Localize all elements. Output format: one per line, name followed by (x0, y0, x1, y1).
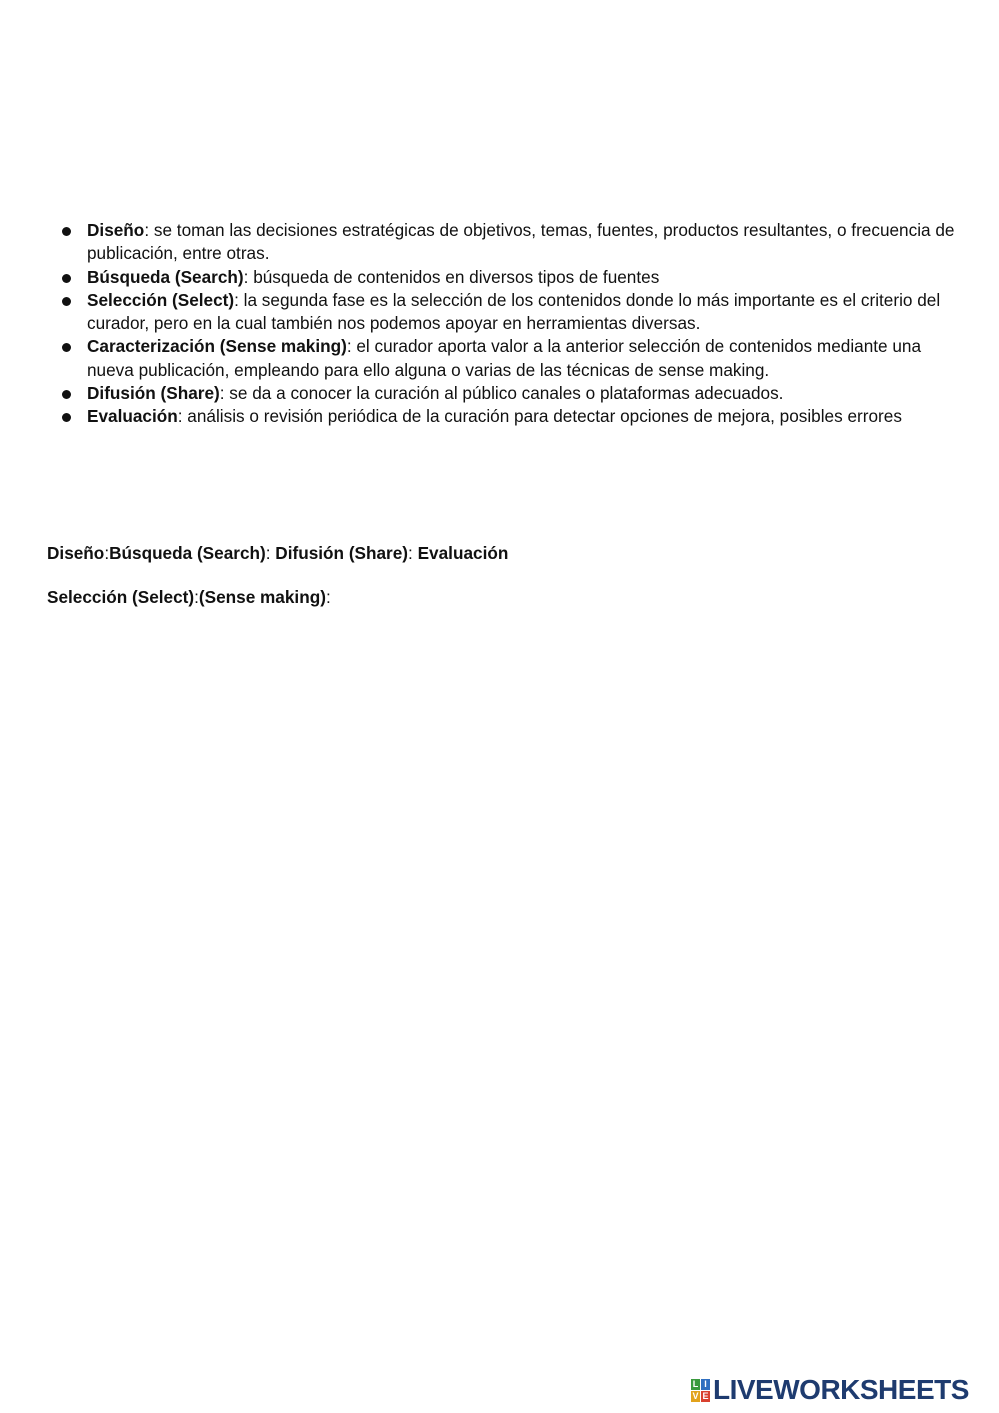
bullet-text: : análisis o revisión periódica de la curación para detectar opciones de mejora, posibles errores (177, 406, 902, 427)
bullet-dot-icon (62, 227, 71, 236)
line1-term-diseno: Diseño (47, 543, 105, 563)
logo-letter: I (701, 1379, 710, 1390)
logo-letter: E (702, 1390, 709, 1401)
logo-text: LIVEWORKSHEETS (713, 1374, 969, 1405)
list-item (62, 335, 962, 382)
liveworksheets-logo (691, 1373, 969, 1407)
line2-term-seleccion: Selección (Select) (47, 587, 195, 607)
bullet-term: Búsqueda (Search) (87, 266, 244, 287)
live-logo-icon (691, 1379, 710, 1402)
line1-term-busqueda: Búsqueda (Search) (109, 543, 266, 563)
exercise-line-1 (47, 542, 508, 564)
list-item (62, 266, 962, 289)
line2-sep: : (194, 587, 199, 607)
list-item (62, 219, 962, 266)
bullet-term: Evaluación (87, 406, 178, 427)
logo-letter: V (692, 1390, 699, 1401)
definitions-list (62, 219, 962, 429)
line1-sep: : (408, 543, 418, 563)
exercise-line-2 (47, 586, 331, 608)
line2-sep: : (325, 587, 331, 607)
line1-term-evaluacion: Evaluación (417, 543, 509, 563)
bullet-term: Caracterización (Sense making) (87, 336, 347, 357)
line2-term-sense-making: (Sense making) (198, 587, 326, 607)
bullet-text: : la segunda fase es la selección de los contenidos donde lo más importante es el criterio del curador, pero en la cual también nos podemos apoyar en herramientas diversas. (87, 289, 941, 334)
logo-letter: L (692, 1378, 699, 1389)
bullet-term: Difusión (Share) (87, 383, 220, 404)
bullet-text: : se da a conocer la curación al público canales o plataformas adecuados. (219, 383, 784, 404)
bullet-dot-icon (62, 297, 71, 306)
list-item (62, 382, 962, 405)
bullet-dot-icon (62, 274, 71, 283)
list-item (62, 405, 962, 428)
list-item (62, 289, 962, 336)
bullet-term: Selección (Select) (87, 289, 235, 310)
bullet-dot-icon (62, 343, 71, 352)
bullet-text: : se toman las decisiones estratégicas de objetivos, temas, fuentes, productos resultantes, o frecuencia de publicación, entre otras. (87, 220, 955, 264)
bullet-dot-icon (62, 390, 71, 399)
bullet-term: Diseño (87, 220, 145, 240)
line1-sep: : (104, 543, 110, 563)
line1-sep: : (265, 543, 276, 563)
line1-term-difusion: Difusión (Share) (275, 543, 409, 563)
bullet-dot-icon (62, 413, 71, 422)
bullet-text: : búsqueda de contenidos en diversos tipos de fuentes (243, 266, 660, 287)
bullet-text: : el curador aporta valor a la anterior selección de contenidos mediante una nueva publicación, empleando para ello alguna o varias de las técnicas de sense making. (87, 336, 922, 380)
